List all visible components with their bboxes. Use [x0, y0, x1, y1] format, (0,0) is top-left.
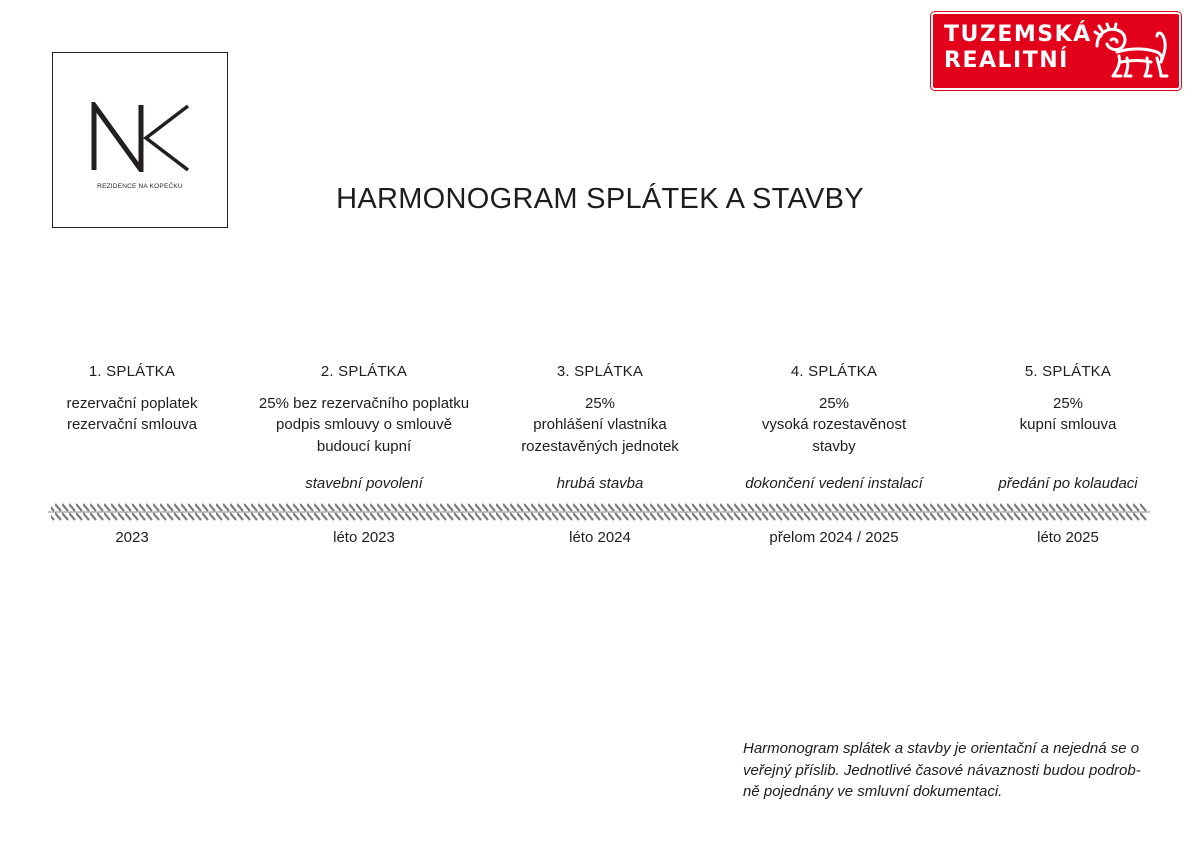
installment-line: rezervační smlouva	[66, 416, 198, 433]
installment-4	[714, 361, 954, 457]
disclaimer-line: veřejný příslib. Jednotlivé časové návaznosti budou podrob-	[743, 761, 1141, 779]
page-title: HARMONOGRAM SPLÁTEK A STAVBY	[336, 183, 864, 215]
disclaimer-line: Harmonogram splátek a stavby je orientační a nejedná se o	[743, 740, 1140, 757]
installment-title: 5. SPLÁTKA	[1024, 363, 1112, 380]
installment-1	[12, 361, 252, 436]
installment-2	[244, 361, 484, 457]
installment-line: vysoká rozestavěnost	[761, 416, 907, 433]
lion-icon	[1091, 22, 1169, 80]
logo-tagline: REZIDENCE NA KOPEČKU	[97, 183, 183, 190]
installment-line: rezervační poplatek	[66, 394, 198, 412]
installment-line: podpis smlouvy o smlouvě	[276, 416, 452, 433]
installment-line: 25% bez rezervačního poplatku	[258, 394, 470, 412]
milestone-2: stavební povolení	[305, 475, 423, 492]
installment-title: 1. SPLÁTKA	[88, 363, 176, 380]
date-2: léto 2023	[333, 529, 395, 546]
installment-line: prohlášení vlastníka	[533, 416, 667, 433]
agency-name	[944, 22, 1092, 74]
disclaimer	[743, 738, 1163, 803]
date-1: 2023	[115, 529, 149, 546]
installment-line: 25%	[1052, 394, 1084, 412]
date-5: léto 2025	[1037, 529, 1099, 546]
installment-line: 25%	[818, 394, 850, 412]
agency-logo	[931, 12, 1181, 90]
disclaimer-line: ně pojednány ve smluvní dokumentaci.	[743, 783, 1003, 800]
milestone-4: dokončení vedení instalací	[745, 475, 923, 492]
milestone-3: hrubá stavba	[556, 475, 644, 492]
installment-line: stavby	[812, 437, 856, 455]
installment-title: 3. SPLÁTKA	[556, 363, 644, 380]
installment-line: budoucí kupní	[316, 437, 412, 455]
milestone-5: předání po kolaudaci	[998, 475, 1138, 492]
installment-title: 2. SPLÁTKA	[320, 363, 408, 380]
nk-monogram-icon	[91, 102, 191, 172]
date-4: přelom 2024 / 2025	[769, 529, 899, 546]
installment-3	[480, 361, 720, 457]
agency-name-line1: TUZEMSKÁ	[944, 22, 1092, 47]
installment-line: kupní smlouva	[1019, 416, 1117, 433]
timeline-bar	[48, 503, 1150, 521]
installment-5	[948, 361, 1188, 436]
agency-name-line2: REALITNÍ	[944, 48, 1069, 73]
installment-title: 4. SPLÁTKA	[790, 363, 878, 380]
installment-line: 25%	[584, 394, 616, 412]
date-3: léto 2024	[569, 529, 631, 546]
installment-line: rozestavěných jednotek	[521, 437, 679, 455]
